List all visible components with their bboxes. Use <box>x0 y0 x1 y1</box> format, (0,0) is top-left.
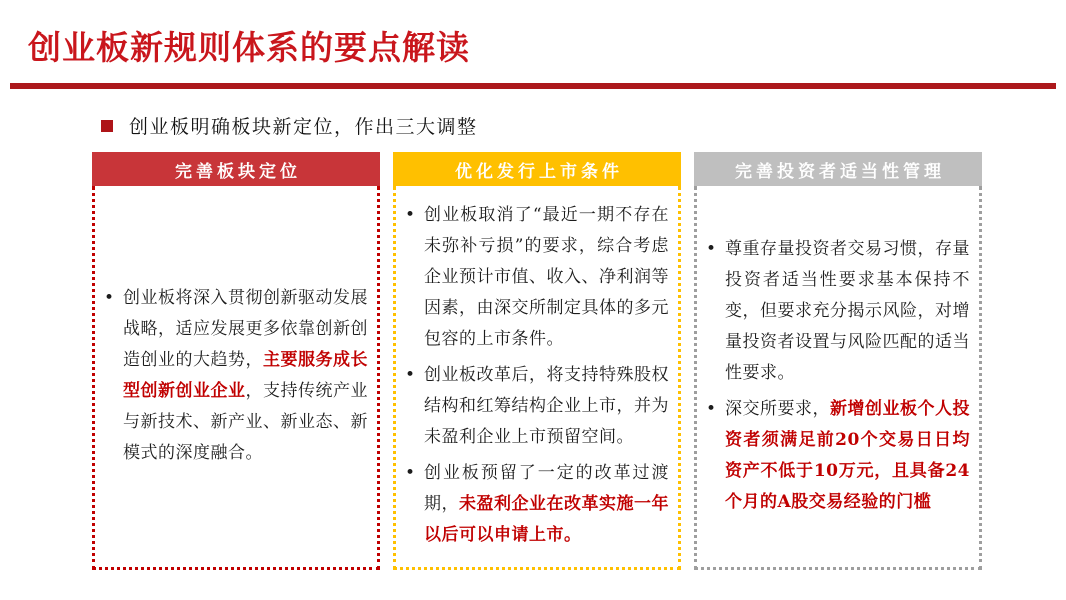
dot-bullet-icon: • <box>104 287 115 308</box>
section-heading <box>101 112 478 139</box>
plain-text: 创业板改革后，将支持特殊股权结构和红筹结构企业上市，并为未盈利企业上市预留空间。 <box>424 365 669 447</box>
bullet-item <box>706 394 970 518</box>
dot-bullet-icon: • <box>405 365 416 385</box>
bullet-text <box>725 234 970 389</box>
emphasis-text: 主要服务成长型创新创业企业 <box>123 349 368 401</box>
dot-bullet-icon: • <box>706 238 717 259</box>
bullet-text <box>725 394 970 518</box>
square-bullet-icon <box>101 120 113 132</box>
columns <box>92 152 982 570</box>
bullet-item <box>405 458 669 551</box>
dot-bullet-icon: • <box>706 398 717 419</box>
column-header-investor-suitability: 完善投资者适当性管理 <box>694 152 982 186</box>
column-header-board-positioning: 完善板块定位 <box>92 152 380 186</box>
emphasis-text: 未盈利企业在改革实施一年以后可以申请上市。 <box>424 494 669 545</box>
bullet-item <box>405 360 669 453</box>
plain-text: 深交所要求， <box>725 398 830 419</box>
bullet-item <box>405 200 669 355</box>
bullet-text <box>123 283 368 469</box>
column-body-investor-suitability <box>694 186 982 570</box>
section-heading-text: 创业板明确板块新定位，作出三大调整 <box>129 116 478 138</box>
column-board-positioning <box>92 152 380 570</box>
title-divider <box>10 83 1056 89</box>
dot-bullet-icon: • <box>405 463 416 483</box>
plain-text: 创业板将深入贯彻创新驱动发展战略，适应发展更多依靠创新创造创业的大趋势， <box>123 287 368 370</box>
bullet-item <box>706 234 970 389</box>
emphasis-text: 新增创业板个人投资者须满足前20个交易日日均资产不低于10万元，且具备24个月的A股交易经验的门槛 <box>725 398 970 512</box>
column-investor-suitability <box>694 152 982 570</box>
plain-text: 创业板预留了一定的改革过渡期， <box>424 463 669 514</box>
column-body-board-positioning <box>92 186 380 570</box>
plain-text: 尊重存量投资者交易习惯，存量投资者适当性要求基本保持不变，但要求充分揭示风险，对增量投资者设置与风险匹配的适当性要求。 <box>725 238 970 383</box>
plain-text: 创业板取消了“最近一期不存在未弥补亏损”的要求，综合考虑企业预计市值、收入、净利润等因素，由深交所制定具体的多元包容的上市条件。 <box>424 205 669 349</box>
plain-text: ，支持传统产业与新技术、新产业、新业态、新模式的深度融合。 <box>123 380 368 463</box>
column-listing-conditions <box>393 152 681 570</box>
bullet-item <box>104 283 368 469</box>
page-title: 创业板新规则体系的要点解读 <box>28 28 470 67</box>
bullet-text <box>424 458 669 551</box>
column-header-listing-conditions: 优化发行上市条件 <box>393 152 681 186</box>
bullet-text <box>424 200 669 355</box>
bullet-text <box>424 360 669 453</box>
dot-bullet-icon: • <box>405 205 416 225</box>
column-body-listing-conditions <box>393 186 681 570</box>
